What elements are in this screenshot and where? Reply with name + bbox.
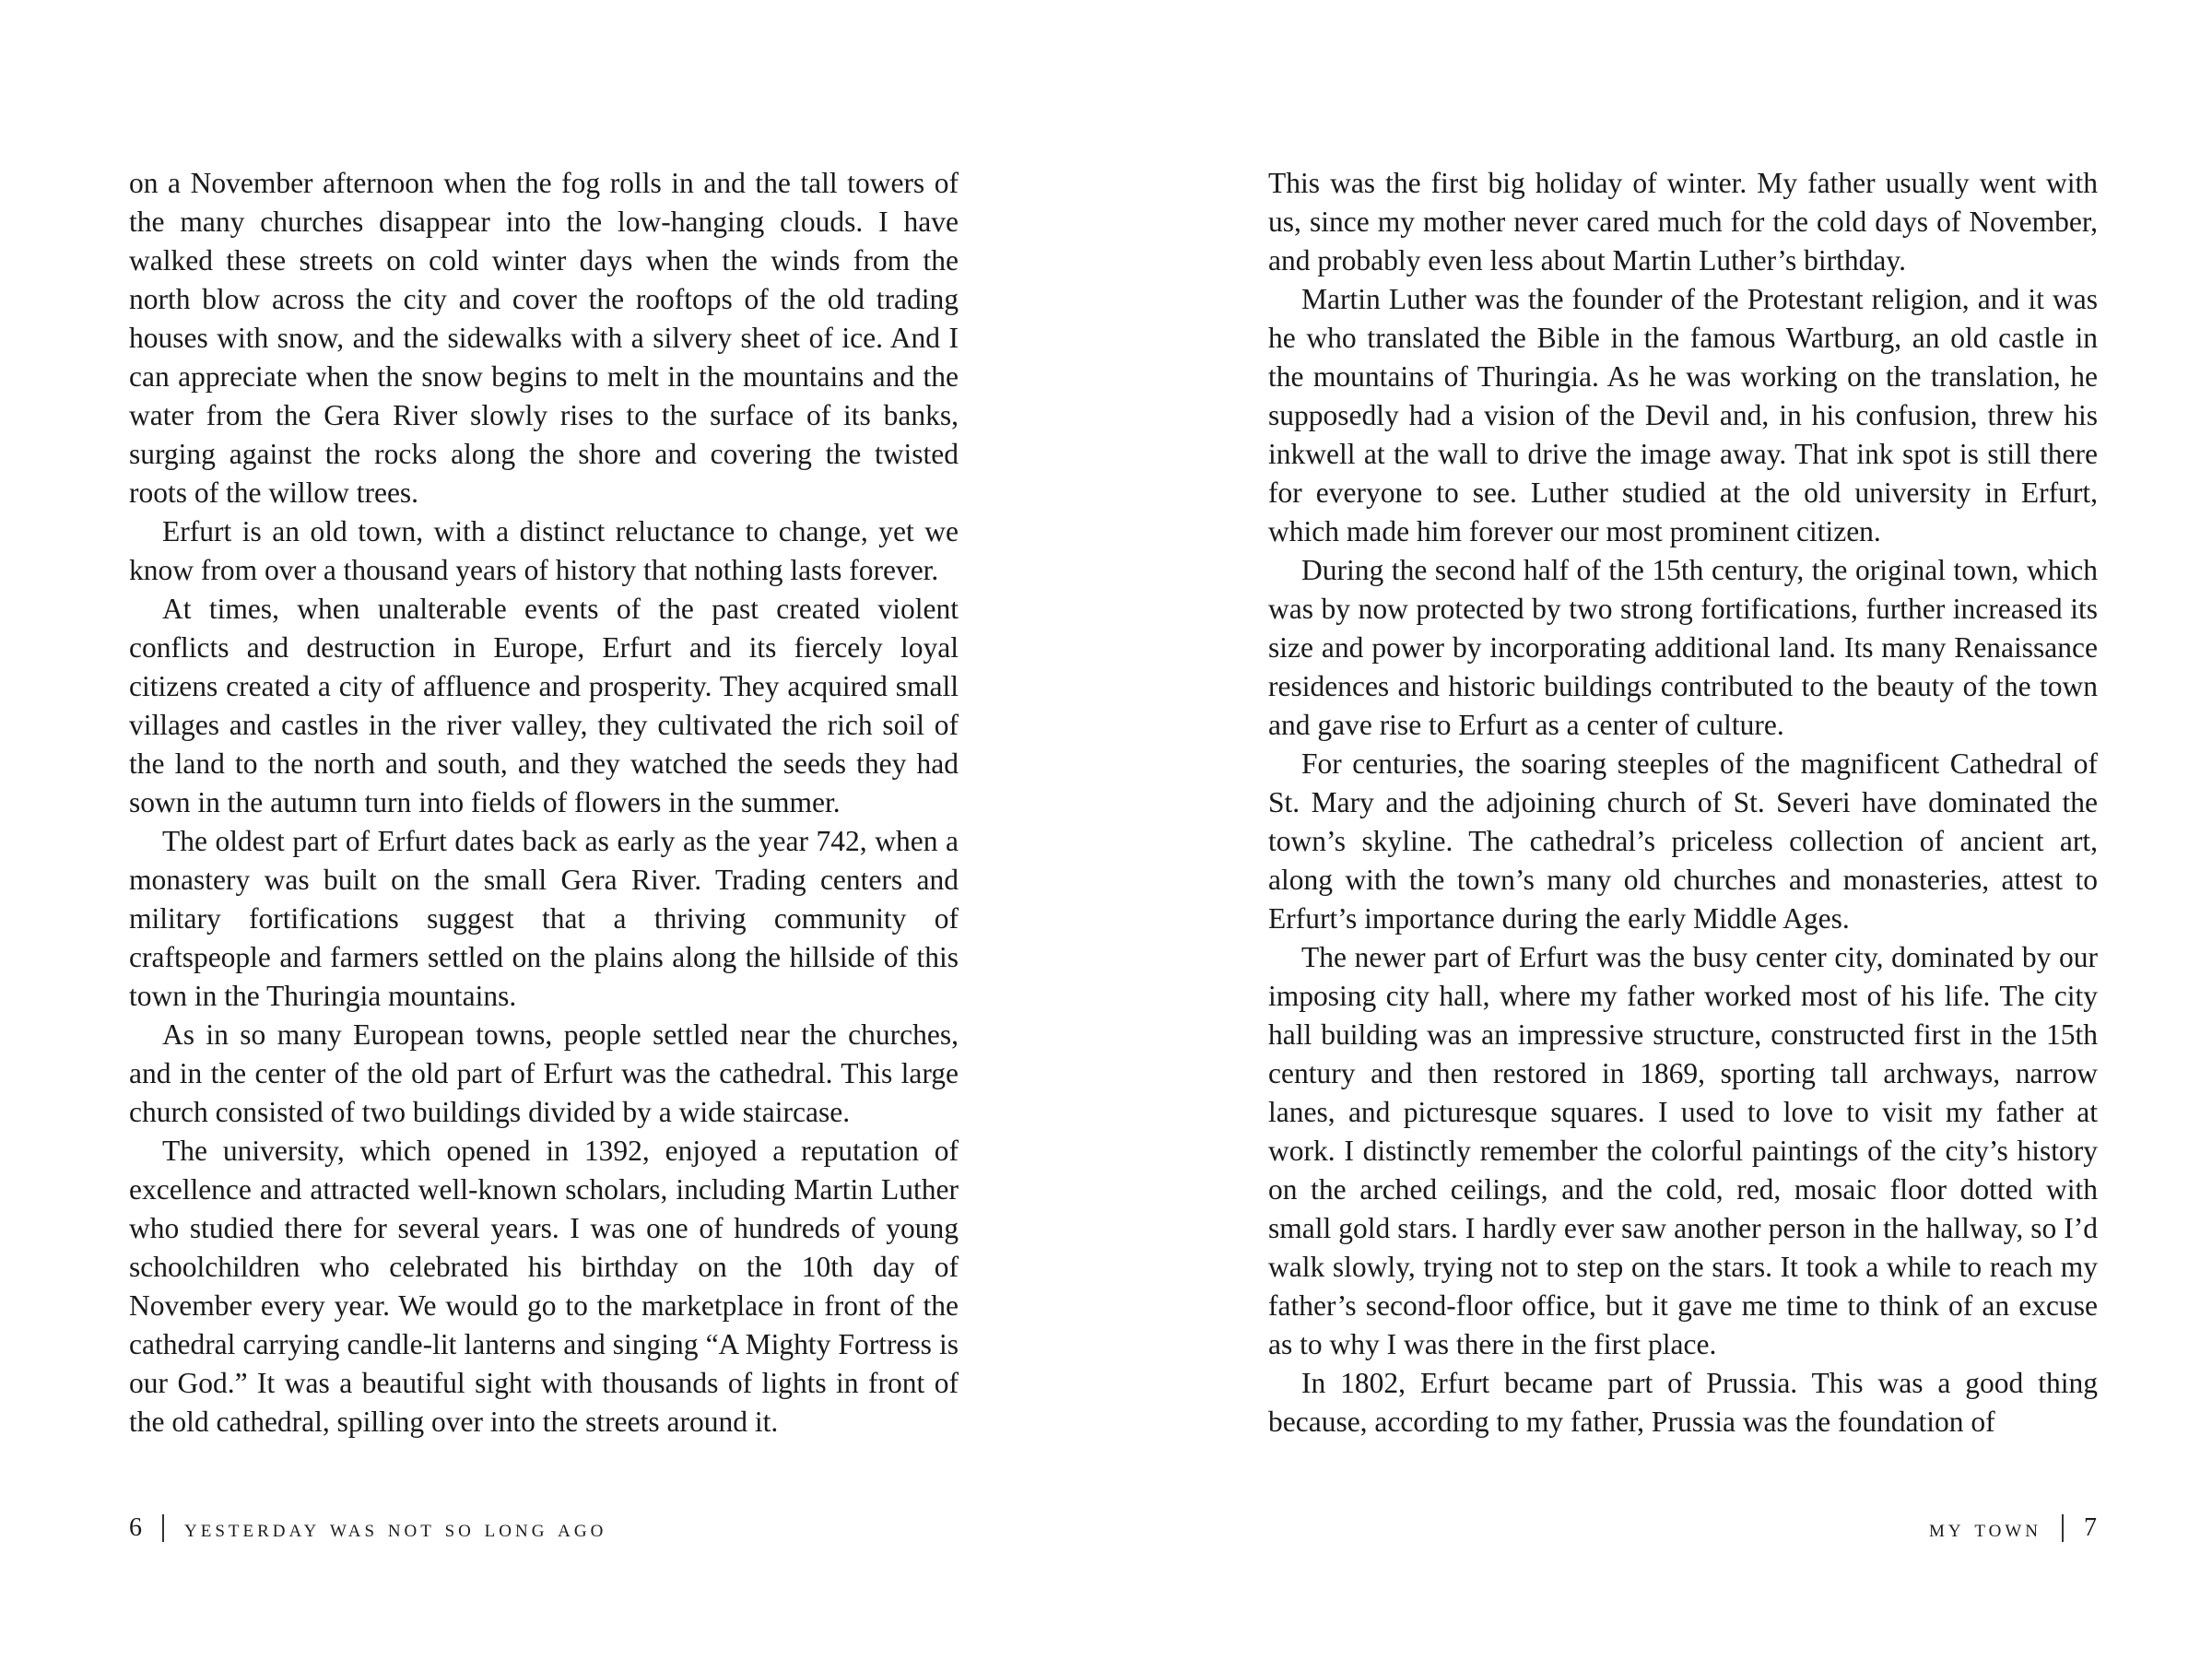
left-page-footer — [129, 1512, 606, 1545]
paragraph: The oldest part of Erfurt dates back as early as the year 742, when a monastery was built on the small Gera River. Trading centers and military fortifications suggest that a thriving community of craftspeople and farmers settled on the plains along the hillside of this town in the Thuringia mountains. — [129, 825, 959, 1012]
page-number: 6 — [129, 1513, 142, 1542]
footer-separator — [2062, 1514, 2064, 1542]
running-title: my town — [1928, 1514, 2041, 1542]
footer-separator — [162, 1514, 164, 1542]
right-page-footer — [1929, 1512, 2097, 1545]
paragraph: on a November afternoon when the fog rolls in and the tall towers of the many churches disappear into the low-hanging clouds. I have walked these streets on cold winter days when the winds from the north blow across the city and cover the rooftops of the old trading houses with snow, and the sidewalks with a silvery sheet of ice. And I can appreciate when the snow begins to melt in the mountains and the water from the Gera River slowly rises to the surface of its banks, surging against the rocks along the shore and covering the twisted roots of the willow trees. — [129, 167, 959, 509]
paragraph: At times, when unalterable events of the past created violent conflicts and destruction in Europe, Erfurt and its fiercely loyal citizens created a city of affluence and prosperity. They acquired small villages and castles in the river valley, they cultivated the rich soil of the land to the north and south, and they watched the seeds they had sown in the autumn turn into fields of flowers in the summer. — [129, 593, 959, 818]
right-page — [1268, 164, 2098, 1441]
paragraph: The university, which opened in 1392, enjoyed a reputation of excellence and attracted well-known scholars, including Martin Luther who studied there for several years. I was one of hundreds of young schoolchildren who celebrated his birthday on the 10th day of November every year. We would go to the marketplace in front of the cathedral carrying candle-lit lanterns and singing “A Mighty Fortress is our God.” It was a beautiful sight with thousands of lights in front of the old cathedral, spilling over into the streets around it. — [129, 1135, 959, 1438]
running-title: yesterday was not so long ago — [184, 1514, 607, 1542]
paragraph: Erfurt is an old town, with a distinct reluctance to change, yet we know from over a thousand years of history that nothing lasts forever. — [129, 515, 959, 586]
paragraph: For centuries, the soaring steeples of the magnificent Cathedral of St. Mary and the adjoining church of St. Severi have dominated the town’s skyline. The cathedral’s priceless collection of ancient art, along with the town’s many old churches and monasteries, attest to Erfurt’s importance during the early Middle Ages. — [1268, 747, 2098, 935]
paragraph: This was the first big holiday of winter. My father usually went with us, since my mother never cared much for the cold days of November, and probably even less about Martin Luther’s birthday. — [1268, 167, 2098, 276]
paragraph: In 1802, Erfurt became part of Prussia. This was a good thing because, according to my father, Prussia was the foundation of — [1268, 1367, 2098, 1438]
paragraph: As in so many European towns, people settled near the churches, and in the center of the old part of Erfurt was the cathedral. This large church consisted of two buildings divided by a wide staircase. — [129, 1018, 959, 1128]
page-number: 7 — [2084, 1513, 2097, 1542]
paragraph: During the second half of the 15th century, the original town, which was by now protected by two strong fortifications, further increased its size and power by incorporating additional land. Its many Renaissance residences and historic buildings contributed to the beauty of the town and gave rise to Erfurt as a center of culture. — [1268, 554, 2098, 741]
paragraph: Martin Luther was the founder of the Protestant religion, and it was he who translated the Bible in the famous Wartburg, an old castle in the mountains of Thuringia. As he was working on the translation, he supposedly had a vision of the Devil and, in his confusion, threw his inkwell at the wall to drive the image away. That ink spot is still there for everyone to see. Luther studied at the old university in Erfurt, which made him forever our most prominent citizen. — [1268, 283, 2098, 547]
left-page — [129, 164, 959, 1441]
paragraph: The newer part of Erfurt was the busy center city, dominated by our imposing city hall, where my father worked most of his life. The city hall building was an impressive structure, constructed first in the 15th century and then restored in 1869, sporting tall archways, narrow lanes, and picturesque squares. I used to love to visit my father at work. I distinctly remember the colorful paintings of the city’s history on the arched ceilings, and the cold, red, mosaic floor dotted with small gold stars. I hardly ever saw another person in the hallway, so I’d walk slowly, trying not to step on the stars. It took a while to reach my father’s second-floor office, but it gave me time to think of an excuse as to why I was there in the first place. — [1268, 941, 2098, 1360]
